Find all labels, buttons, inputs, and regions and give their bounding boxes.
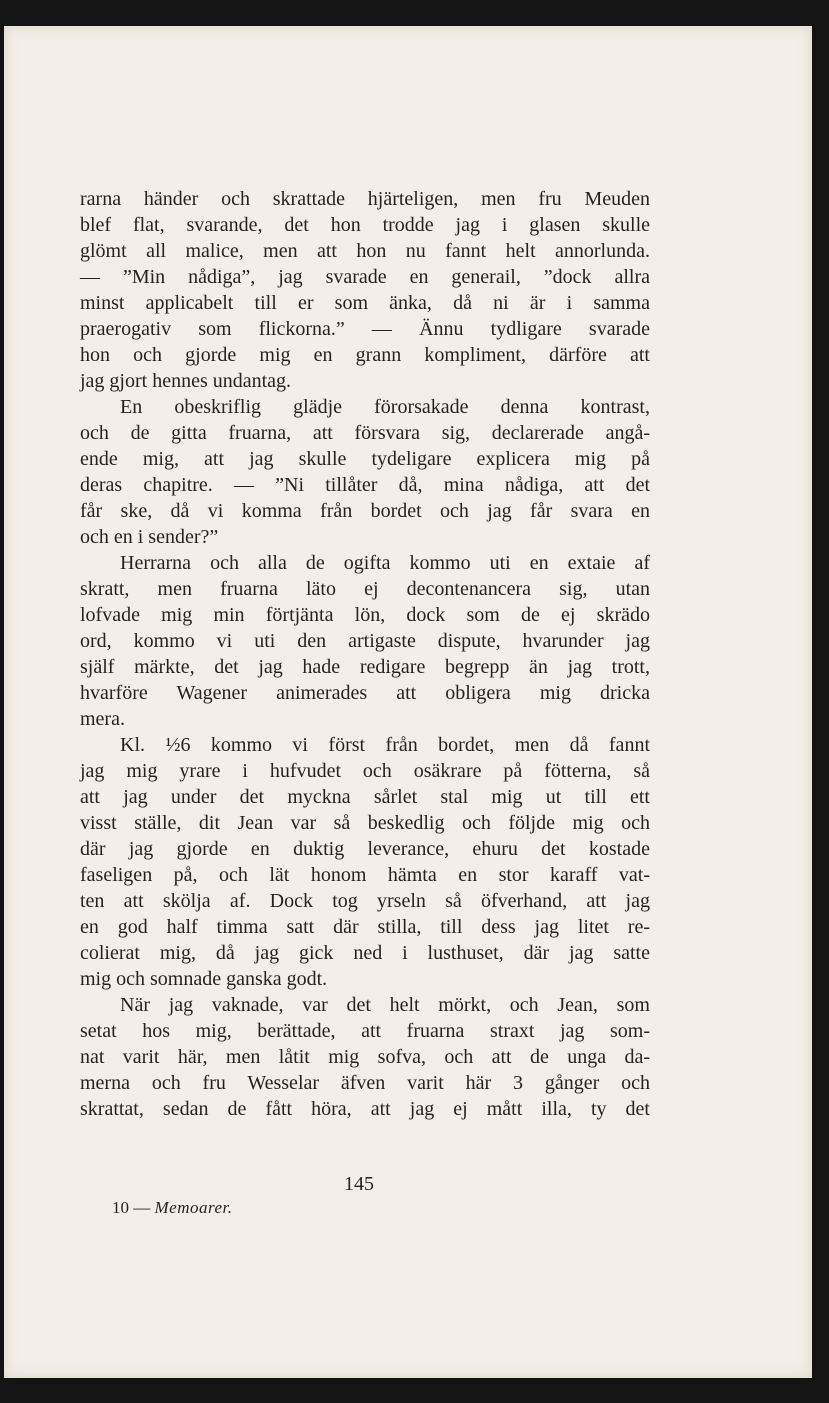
text-line: ten att skölja af. Dock tog yrseln så öfverhand, att jag xyxy=(80,890,650,912)
text-line: En obeskriflig glädje förorsakade denna kontrast, xyxy=(120,396,650,418)
text-line: och de gitta fruarna, att försvara sig, declarerade angå- xyxy=(80,422,650,444)
text-line: ende mig, att jag skulle tydeligare explicera mig på xyxy=(80,448,650,470)
text-line: rarna händer och skrattade hjärteligen, men fru Meuden xyxy=(80,188,650,210)
text-line: och en i sender?” xyxy=(80,526,219,548)
text-line: mig och somnade ganska godt. xyxy=(80,968,328,990)
text-line: merna och fru Wesselar äfven varit här 3 gånger och xyxy=(80,1072,650,1094)
text-line: får ske, då vi komma från bordet och jag får svara en xyxy=(80,500,650,522)
text-line: blef flat, svarande, det hon trodde jag i glasen skulle xyxy=(80,214,650,236)
signature-number: 10 xyxy=(112,1198,129,1217)
text-line: praerogativ som flickorna.” — Ännu tydligare svarade xyxy=(80,318,650,340)
page-number: 145 xyxy=(344,1173,374,1195)
text-line: jag gjort hennes undantag. xyxy=(80,370,292,392)
text-line: faseligen på, och lät honom hämta en stor karaff vat- xyxy=(80,864,650,886)
signature-title: Memoarer. xyxy=(154,1198,233,1217)
text-line: setat hos mig, berättade, att fruarna straxt jag som- xyxy=(80,1020,650,1042)
text-line: hon och gjorde mig en grann kompliment, därföre att xyxy=(80,344,650,366)
text-line: glömt all malice, men att hon nu fannt helt annorlunda. xyxy=(80,240,650,262)
printer-signature xyxy=(112,1198,233,1218)
text-line: nat varit här, men låtit mig sofva, och att de unga da- xyxy=(80,1046,650,1068)
text-line: Kl. ½6 kommo vi först från bordet, men då fannt xyxy=(120,734,650,756)
text-line: skratt, men fruarna läto ej decontenancera sig, utan xyxy=(80,578,650,600)
text-line: skrattat, sedan de fått höra, att jag ej mått illa, ty det xyxy=(80,1098,650,1120)
signature-dash: — xyxy=(133,1198,151,1217)
text-line: hvarföre Wagener animerades att obligera mig dricka xyxy=(80,682,650,704)
text-line: jag mig yrare i hufvudet och osäkrare på fötterna, så xyxy=(80,760,650,782)
text-line: visst ställe, dit Jean var så beskedlig och följde mig och xyxy=(80,812,650,834)
text-line: deras chapitre. — ”Ni tillåter då, mina nådiga, att det xyxy=(80,474,650,496)
text-line: en god half timma satt där stilla, till dess jag litet re- xyxy=(80,916,650,938)
text-line: att jag under det myckna sårlet stal mig ut till ett xyxy=(80,786,650,808)
text-line: Herrarna och alla de ogifta kommo uti en extaie af xyxy=(120,552,650,574)
text-line: När jag vaknade, var det helt mörkt, och Jean, som xyxy=(120,994,650,1016)
text-line: minst applicabelt till er som änka, då ni är i samma xyxy=(80,292,650,314)
body-text xyxy=(80,186,650,1122)
book-page xyxy=(4,26,812,1378)
text-line: mera. xyxy=(80,708,125,730)
text-line: själf märkte, det jag hade redigare begrepp än jag trott, xyxy=(80,656,650,678)
text-line: — ”Min nådiga”, jag svarade en generail, ”dock allra xyxy=(80,266,650,288)
text-line: där jag gjorde en duktig leverance, ehuru det kostade xyxy=(80,838,650,860)
text-line: colierat mig, då jag gick ned i lusthuset, där jag satte xyxy=(80,942,650,964)
text-line: lofvade mig min förtjänta lön, dock som de ej skrädo xyxy=(80,604,650,626)
text-line: ord, kommo vi uti den artigaste dispute, hvarunder jag xyxy=(80,630,650,652)
